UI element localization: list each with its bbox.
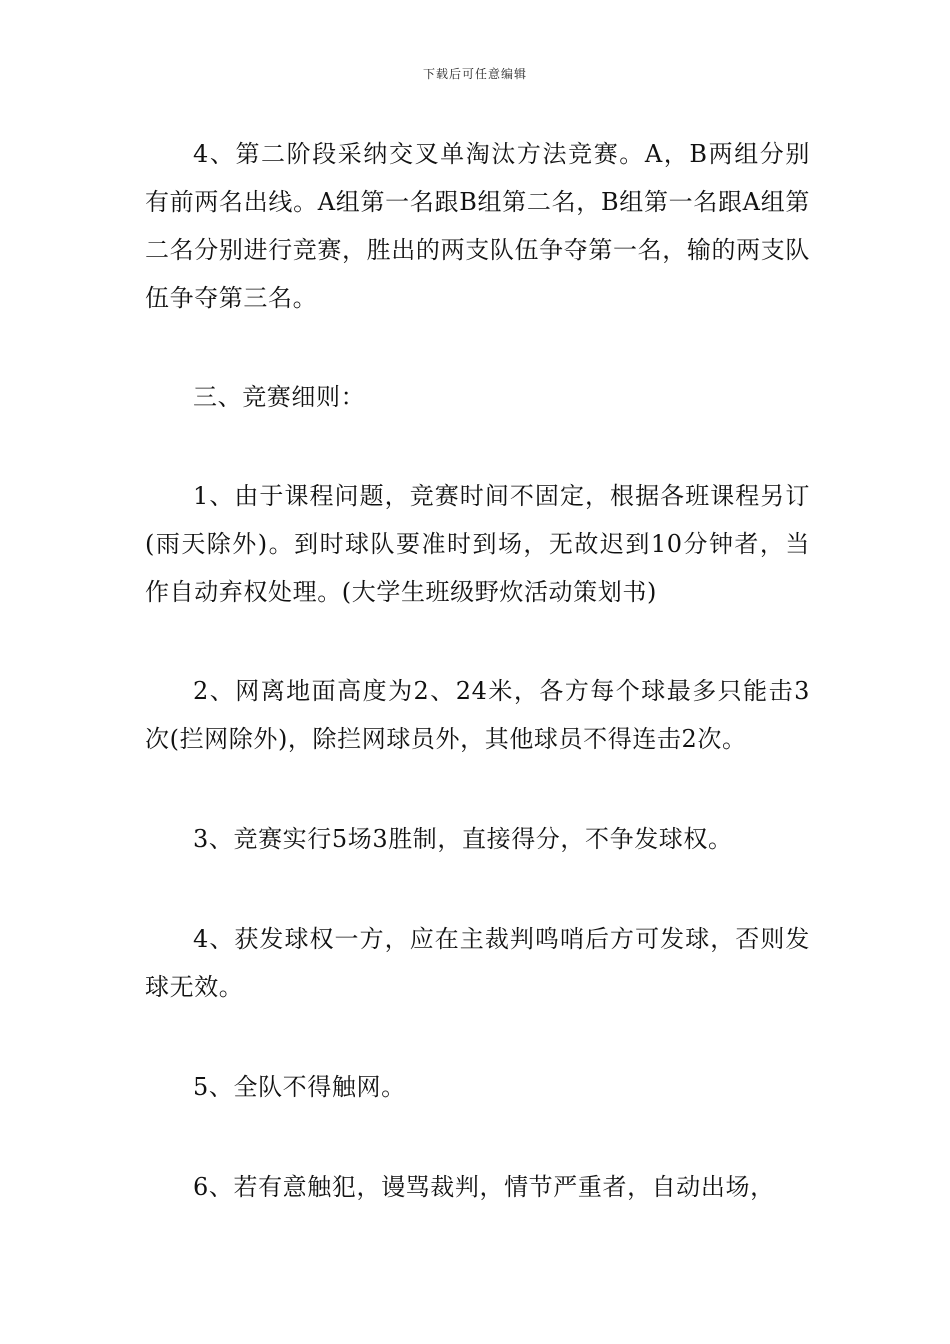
paragraph-rule-1: 1、由于课程问题，竞赛时间不固定，根据各班课程另订(雨天除外)。到时球队要准时到场，无故迟到10分钟者，当作自动弃权处理。(大学生班级野炊活动策划书) [145,482,810,606]
paragraph-spacer [145,322,810,373]
section-heading-rules: 三、竞赛细则： [193,383,366,411]
paragraph-rule-4: 4、获发球权一方，应在主裁判鸣哨后方可发球，否则发球无效。 [145,925,810,1001]
document-body [145,130,810,1211]
paragraph-rule-2: 2、网离地面高度为2、24米，各方每个球最多只能击3次(拦网除外)，除拦网球员外，其他球员不得连击2次。 [145,677,810,753]
paragraph-rule-5: 5、全队不得触网。 [193,1073,406,1101]
paragraph-rule-6: 6、若有意触犯，谩骂裁判，情节严重者，自动出场， [193,1173,775,1201]
paragraph-spacer [145,863,810,915]
paragraph-spacer [145,616,810,667]
paragraph-spacer [145,763,810,815]
paragraph-rule-3: 3、竞赛实行5场3胜制，直接得分，不争发球权。 [193,825,733,853]
page-header-note: 下载后可任意编辑 [422,67,527,81]
paragraph-spacer [145,421,810,472]
paragraph-stage-two: 4、第二阶段采纳交叉单淘汰方法竞赛。A，B两组分别有前两名出线。A组第一名跟B组第二名，B组第一名跟A组第二名分别进行竞赛，胜出的两支队伍争夺第一名，输的两支队伍争夺第三名。 [145,140,810,312]
paragraph-spacer [145,1011,810,1063]
paragraph-spacer [145,1111,810,1163]
